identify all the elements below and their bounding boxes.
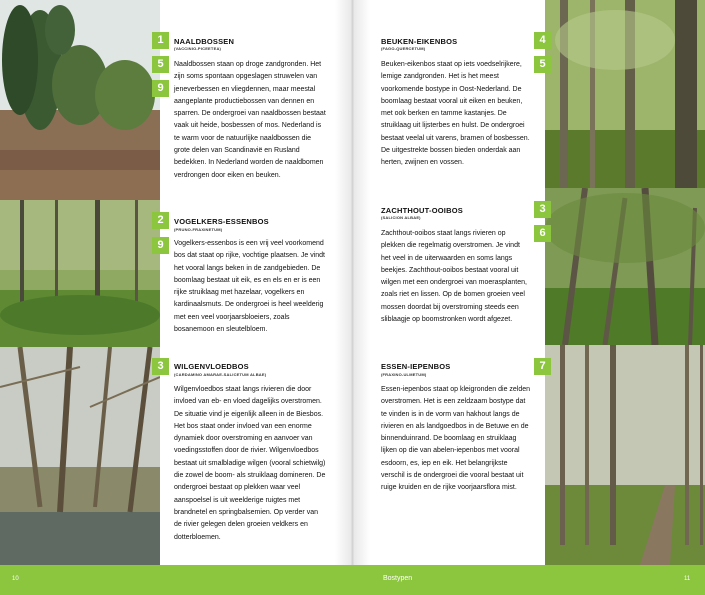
number-badge: 6	[534, 225, 551, 242]
section-title: NAALDBOSSEN	[174, 37, 235, 46]
number-badge: 3	[152, 358, 169, 375]
section-text: Vogelkers-essenbos is een vrij veel voorkomend bos dat staat op rijke, vochtige plaatsen. Je vindt het vooral langs beken in de zandgebieden. De boomlaag bestaat uit eik, es en els en er is een rijke struiklaag met hazelaar, vogelkers en kardinaalsmuts. De ondergroei is heel weelderig met een veel voorjaarsbloeiers, zoals bosanemoon en sleutelbloem.	[174, 240, 325, 334]
number-badge: 2	[152, 212, 169, 229]
section-latin-name: (FAGO-QUERCETUM)	[381, 46, 426, 51]
section-title: BEUKEN-EIKENBOS	[381, 37, 458, 46]
footer-title: Bostypen	[383, 575, 413, 582]
photo-naaldbossen	[0, 0, 160, 200]
section-title: ZACHTHOUT-OOIBOS	[381, 206, 463, 215]
section-text: Naaldbossen staan op droge zandgronden. Het zijn soms spontaan opgeslagen struwelen van jeneverbessen en vliegdennen, maar meestal aangeplante productiebossen van dennen en sparren. De ondergroei van naaldbossen bestaat vaak uit heide, bosbessen of mos. Nederland is te warm voor de natuurlijke naaldbossen die grote delen van Scandinavië en Rusland bedekken. In Nederland worden de naaldbomen verdrongen door eiken en beuken.	[174, 61, 326, 179]
section-text: Beuken-eikenbos staat op iets voedselrijkere, lemige zandgronden. Het is het meest voorkomende bostype in Oost-Nederland. De boomlaag bestaat vooral uit eiken en beuken, met ook berken en tamme kastanjes. De struiklaag uit lijsterbes en hulst. De ondergroei bestaat veelal uit varens, bramen of bosbessen. De uitgestrekte bossen bieden onderdak aan herten, zwijnen en vossen.	[381, 61, 530, 167]
section-latin-name: (SALICION ALBAE)	[381, 215, 421, 220]
number-badge: 5	[152, 56, 169, 73]
section-text: Wilgenvloedbos staat langs rivieren die door invloed van eb- en vloed dagelijks overstromen. De situatie vind je eigenlijk alleen in de Biesbos. Het bos staat onder invloed van een enorme dynamiek door overstroming en aanvoer van voedingsstoffen door de rivier. Wilgenvloedbos bestaat uit smalbladige wilgen (vooral schietwilg) die zowel de boom- als struiklaag domineren. De ondergroei bestaat op plekken waar veel aanspoelsel is uit weelderige ruigtes met brandnetel en springbalsemien. Op verder van de rivier gelegen delen groeien veldkers en dotterbloemen.	[174, 386, 326, 541]
section-title: VOGELKERS-ESSENBOS	[174, 217, 269, 226]
number-badge: 9	[152, 237, 169, 254]
section-text: Zachthout-ooibos staat langs rivieren op plekken die regelmatig overstromen. Je vindt het veel in de uiterwaarden en soms langs beekjes. Zachthout-ooibos bestaat vooral uit wilgen met een ondergroei van moerasplanten, zoals riet en lissen. Op de bomen groeien veel mossen doordat bij overstroming steeds een sliblaagje op boomstronken wordt afgezet.	[381, 230, 527, 324]
number-badge: 7	[534, 358, 551, 375]
page-number-left: 10	[12, 576, 19, 582]
number-badge: 3	[534, 201, 551, 218]
photo-essen-iepenbos	[545, 345, 705, 565]
photo-vogelkers-essenbos	[0, 200, 160, 347]
section-title: ESSEN-IEPENBOS	[381, 362, 451, 371]
section-latin-name: (CARDAMINO AMARAE-SALICETUM ALBAE)	[174, 372, 267, 377]
number-badge: 1	[152, 32, 169, 49]
section-latin-name: (VACCINIO-PICEETEA)	[174, 46, 222, 51]
photo-zachthout-ooibos	[545, 188, 705, 345]
photo-wilgenvloedbos	[0, 347, 160, 565]
number-badge: 5	[534, 56, 551, 73]
footer-bar	[0, 565, 705, 595]
book-gutter	[335, 0, 370, 565]
photo-beuken-eikenbos	[545, 0, 705, 188]
section-latin-name: (PRUNO-FRAXINETUM)	[174, 227, 223, 232]
section-title: WILGENVLOEDBOS	[174, 362, 249, 371]
number-badge: 9	[152, 80, 169, 97]
section-text: Essen-iepenbos staat op kleigronden die zelden overstromen. Het is een zeldzaam bostype dat te vinden is in de vorm van hakhout langs de rivieren en als landgoedbos in de Betuwe en de binnenduinrand. De boomlaag en struiklaag lijken op die van abelen-iepenbos met vooral esdoorn, es, iep en eik. Het belangrijkste verschil is de ondergroei die vooral bestaat uit ruige kruiden en de rijke voorjaarsflora mist.	[381, 386, 531, 492]
number-badge: 4	[534, 32, 551, 49]
section-latin-name: (FRAXINO-ULMETUM)	[381, 372, 427, 377]
page-number-right: 11	[684, 576, 691, 582]
